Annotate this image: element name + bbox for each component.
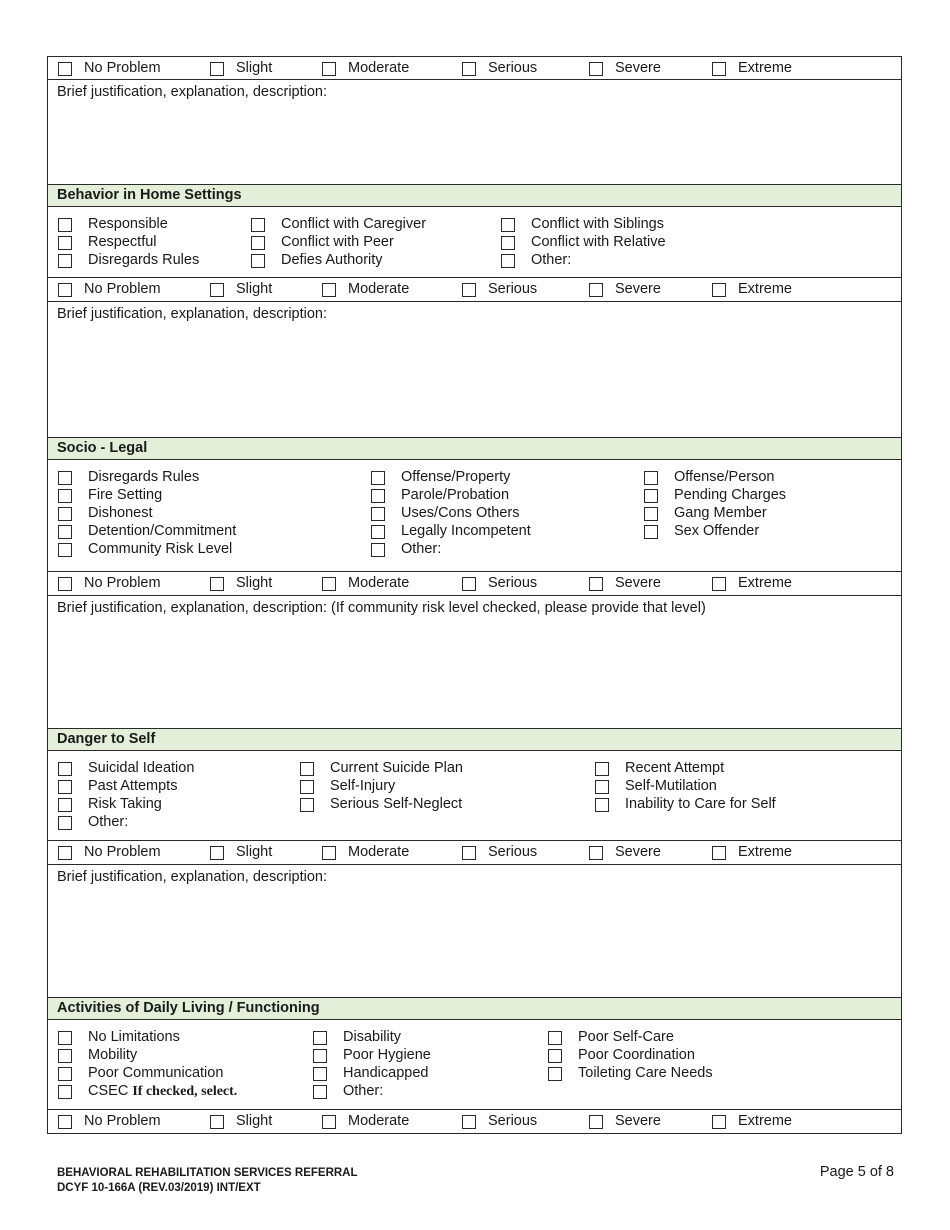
option-label-current-suicide-plan [330,760,463,776]
checkbox-parole-probation[interactable] [371,489,385,503]
severity-label-serious: Serious [488,575,538,591]
option-label-poor-coordination [578,1047,695,1063]
csec-note: If checked, select. [132,1084,238,1099]
severity-checkbox-serious[interactable] [462,283,476,297]
severity-checkbox-severe[interactable] [589,1115,603,1129]
severity-checkbox-no-problem[interactable] [58,1115,72,1129]
severity-checkbox-moderate[interactable] [322,577,336,591]
option-label-poor-communication [88,1065,223,1081]
checkbox-poor-hygiene[interactable] [313,1049,327,1063]
option-label-conflict-with-peer [281,234,394,250]
severity-label-slight: Slight [236,844,273,860]
option-label-toileting-care-needs [578,1065,713,1081]
option-label-uses-cons-others [401,505,519,521]
option-label-conflict-with-relative [531,234,666,250]
option-text: Toileting Care Needs [578,1065,713,1081]
checkbox-defies-authority[interactable] [251,254,265,268]
severity-checkbox-extreme[interactable] [712,577,726,591]
option-text: Pending Charges [674,487,787,503]
options-block-legal [47,460,902,572]
option-text: Poor Self-Care [578,1029,674,1045]
option-label-responsible [88,216,168,232]
severity-label-severe: Severe [615,844,661,860]
checkbox-past-attempts[interactable] [58,780,72,794]
checkbox-disability[interactable] [313,1031,327,1045]
option-text: Responsible [88,216,168,232]
justification-box-legal[interactable] [47,596,902,729]
severity-checkbox-slight[interactable] [210,577,224,591]
severity-label-severe: Severe [615,575,661,591]
option-label-dishonest [88,505,152,521]
option-text: Poor Coordination [578,1047,695,1063]
checkbox-inability-to-care-for-self[interactable] [595,798,609,812]
severity-label-slight: Slight [236,1113,273,1129]
severity-checkbox-no-problem[interactable] [58,846,72,860]
severity-label-moderate: Moderate [348,60,410,76]
severity-label-severe: Severe [615,60,661,76]
severity-row-legal [47,572,902,596]
checkbox-responsible[interactable] [58,218,72,232]
checkbox-other[interactable] [58,816,72,830]
option-text: Conflict with Peer [281,234,394,250]
referral-form [47,56,902,1134]
severity-label-no-problem: No Problem [84,575,161,591]
option-label-fire-setting [88,487,162,503]
severity-row-home [47,278,902,302]
option-text: Conflict with Caregiver [281,216,427,232]
severity-checkbox-no-problem[interactable] [58,577,72,591]
checkbox-poor-communication[interactable] [58,1067,72,1081]
justification-label: Brief justification, explanation, description: [57,84,328,100]
checkbox-toileting-care-needs[interactable] [548,1067,562,1081]
option-label-community-risk-level [88,541,232,557]
option-text: Other: [531,252,572,268]
option-text: Uses/Cons Others [401,505,520,521]
checkbox-mobility[interactable] [58,1049,72,1063]
option-label-pending-charges [674,487,786,503]
option-label-offense-property [401,469,510,485]
option-label-disregards-rules [88,469,199,485]
option-text: Respectful [88,234,157,250]
form-number: DCYF 10-166A (REV.03/2019) INT/EXT [57,1182,261,1194]
option-text: Serious Self-Neglect [330,796,463,812]
severity-checkbox-severe[interactable] [589,846,603,860]
checkbox-fire-setting[interactable] [58,489,72,503]
checkbox-conflict-with-siblings[interactable] [501,218,515,232]
checkbox-poor-coordination[interactable] [548,1049,562,1063]
severity-label-moderate: Moderate [348,844,410,860]
severity-label-serious: Serious [488,60,538,76]
option-label-other [343,1083,383,1099]
option-label-csec [88,1083,237,1100]
option-text: Inability to Care for Self [625,796,776,812]
checkbox-pending-charges[interactable] [644,489,658,503]
options-block-adl [47,1020,902,1110]
severity-row-top [47,56,902,80]
option-text: Other: [343,1083,384,1099]
option-label-past-attempts [88,778,177,794]
severity-label-severe: Severe [615,1113,661,1129]
severity-label-moderate: Moderate [348,575,410,591]
option-text: Dishonest [88,505,153,521]
severity-checkbox-moderate[interactable] [322,846,336,860]
option-text: Self-Mutilation [625,778,717,794]
severity-label-extreme: Extreme [738,575,792,591]
option-label-offense-person [674,469,775,485]
severity-label-moderate: Moderate [348,1113,410,1129]
option-label-poor-self-care [578,1029,674,1045]
option-text: Offense/Person [674,469,775,485]
severity-label-moderate: Moderate [348,281,410,297]
option-text: CSEC [88,1083,129,1099]
severity-label-serious: Serious [488,1113,538,1129]
option-label-mobility [88,1047,137,1063]
severity-label-slight: Slight [236,60,273,76]
option-label-poor-hygiene [343,1047,431,1063]
option-label-conflict-with-siblings [531,216,664,232]
option-text: Handicapped [343,1065,429,1081]
option-text: Conflict with Siblings [531,216,664,232]
checkbox-dishonest[interactable] [58,507,72,521]
severity-label-serious: Serious [488,281,538,297]
section-header-adl: Activities of Daily Living / Functioning [47,998,902,1020]
option-label-risk-taking [88,796,162,812]
option-text: Offense/Property [401,469,511,485]
option-label-disregards-rules [88,252,199,268]
option-text: Other: [401,541,442,557]
severity-checkbox-serious[interactable] [462,62,476,76]
option-label-conflict-with-caregiver [281,216,426,232]
checkbox-sex-offender[interactable] [644,525,658,539]
severity-checkbox-extreme[interactable] [712,283,726,297]
severity-checkbox-moderate[interactable] [322,283,336,297]
severity-checkbox-slight[interactable] [210,846,224,860]
option-label-other [531,252,571,268]
severity-checkbox-serious[interactable] [462,846,476,860]
page-number: Page 5 of 8 [819,1164,894,1180]
option-text: Fire Setting [88,487,163,503]
severity-row-danger [47,841,902,865]
option-label-legally-incompetent [401,523,531,539]
option-text: Community Risk Level [88,541,233,557]
severity-checkbox-slight[interactable] [210,283,224,297]
justification-label: Brief justification, explanation, description: (If community risk level checked, please provide that level) [57,600,706,616]
option-label-recent-attempt [625,760,724,776]
severity-checkbox-extreme[interactable] [712,1115,726,1129]
severity-checkbox-slight[interactable] [210,1115,224,1129]
option-label-other [401,541,441,557]
option-label-disability [343,1029,401,1045]
section-header-home: Behavior in Home Settings [47,185,902,207]
option-text: Current Suicide Plan [330,760,463,776]
option-label-other [88,814,128,830]
option-label-inability-to-care-for-self [625,796,776,812]
option-text: Disregards Rules [88,252,200,268]
severity-checkbox-slight[interactable] [210,62,224,76]
option-label-sex-offender [674,523,759,539]
severity-label-extreme: Extreme [738,1113,792,1129]
options-block-danger [47,751,902,841]
option-label-self-mutilation [625,778,717,794]
checkbox-gang-member[interactable] [644,507,658,521]
severity-row-adl [47,1110,902,1134]
justification-box-danger[interactable] [47,865,902,998]
severity-label-serious: Serious [488,844,538,860]
checkbox-handicapped[interactable] [313,1067,327,1081]
checkbox-poor-self-care[interactable] [548,1031,562,1045]
justification-label: Brief justification, explanation, description: [57,306,328,322]
severity-checkbox-severe[interactable] [589,283,603,297]
option-text: No Limitations [88,1029,180,1045]
option-label-serious-self-neglect [330,796,462,812]
severity-label-extreme: Extreme [738,844,792,860]
severity-checkbox-extreme[interactable] [712,846,726,860]
option-label-no-limitations [88,1029,180,1045]
checkbox-uses-cons-others[interactable] [371,507,385,521]
option-text: Conflict with Relative [531,234,666,250]
options-block-home [47,207,902,278]
severity-checkbox-severe[interactable] [589,577,603,591]
checkbox-serious-self-neglect[interactable] [300,798,314,812]
option-label-parole-probation [401,487,509,503]
option-text: Self-Injury [330,778,396,794]
justification-box-home[interactable] [47,302,902,438]
option-text: Poor Hygiene [343,1047,431,1063]
option-text: Parole/Probation [401,487,510,503]
option-text: Disregards Rules [88,469,200,485]
checkbox-offense-property[interactable] [371,471,385,485]
checkbox-csec[interactable] [58,1085,72,1099]
option-label-handicapped [343,1065,428,1081]
justification-label: Brief justification, explanation, description: [57,869,328,885]
checkbox-self-mutilation[interactable] [595,780,609,794]
severity-checkbox-severe[interactable] [589,62,603,76]
checkbox-self-injury[interactable] [300,780,314,794]
checkbox-other[interactable] [501,254,515,268]
checkbox-other[interactable] [313,1085,327,1099]
checkbox-conflict-with-caregiver[interactable] [251,218,265,232]
severity-label-severe: Severe [615,281,661,297]
option-label-gang-member [674,505,767,521]
option-text: Detention/Commitment [88,523,237,539]
checkbox-community-risk-level[interactable] [58,543,72,557]
severity-label-slight: Slight [236,575,273,591]
checkbox-legally-incompetent[interactable] [371,525,385,539]
checkbox-conflict-with-peer[interactable] [251,236,265,250]
form-title: BEHAVIORAL REHABILITATION SERVICES REFERRAL [57,1167,358,1179]
option-text: Mobility [88,1047,138,1063]
severity-checkbox-moderate[interactable] [322,62,336,76]
option-label-respectful [88,234,157,250]
severity-checkbox-no-problem[interactable] [58,283,72,297]
section-header-danger: Danger to Self [47,729,902,751]
severity-checkbox-serious[interactable] [462,1115,476,1129]
option-text: Gang Member [674,505,767,521]
checkbox-respectful[interactable] [58,236,72,250]
section-header-legal: Socio - Legal [47,438,902,460]
option-label-detention-commitment [88,523,236,539]
checkbox-disregards-rules[interactable] [58,254,72,268]
checkbox-risk-taking[interactable] [58,798,72,812]
checkbox-other[interactable] [371,543,385,557]
option-label-defies-authority [281,252,383,268]
severity-checkbox-serious[interactable] [462,577,476,591]
severity-label-no-problem: No Problem [84,60,161,76]
checkbox-offense-person[interactable] [644,471,658,485]
checkbox-conflict-with-relative[interactable] [501,236,515,250]
option-label-self-injury [330,778,395,794]
option-text: Poor Communication [88,1065,224,1081]
severity-label-extreme: Extreme [738,281,792,297]
option-text: Defies Authority [281,252,383,268]
severity-checkbox-no-problem[interactable] [58,62,72,76]
severity-label-no-problem: No Problem [84,844,161,860]
severity-label-no-problem: No Problem [84,281,161,297]
option-text: Disability [343,1029,402,1045]
severity-checkbox-extreme[interactable] [712,62,726,76]
option-text: Risk Taking [88,796,162,812]
severity-label-extreme: Extreme [738,60,792,76]
checkbox-current-suicide-plan[interactable] [300,762,314,776]
option-text: Legally Incompetent [401,523,531,539]
severity-label-slight: Slight [236,281,273,297]
justification-box-top[interactable] [47,80,902,185]
option-text: Sex Offender [674,523,760,539]
option-text: Recent Attempt [625,760,725,776]
checkbox-detention-commitment[interactable] [58,525,72,539]
checkbox-no-limitations[interactable] [58,1031,72,1045]
option-text: Other: [88,814,129,830]
severity-label-no-problem: No Problem [84,1113,161,1129]
form-footer [57,1166,358,1196]
checkbox-disregards-rules[interactable] [58,471,72,485]
checkbox-suicidal-ideation[interactable] [58,762,72,776]
option-label-suicidal-ideation [88,760,194,776]
option-text: Past Attempts [88,778,178,794]
option-text: Suicidal Ideation [88,760,195,776]
checkbox-recent-attempt[interactable] [595,762,609,776]
severity-checkbox-moderate[interactable] [322,1115,336,1129]
